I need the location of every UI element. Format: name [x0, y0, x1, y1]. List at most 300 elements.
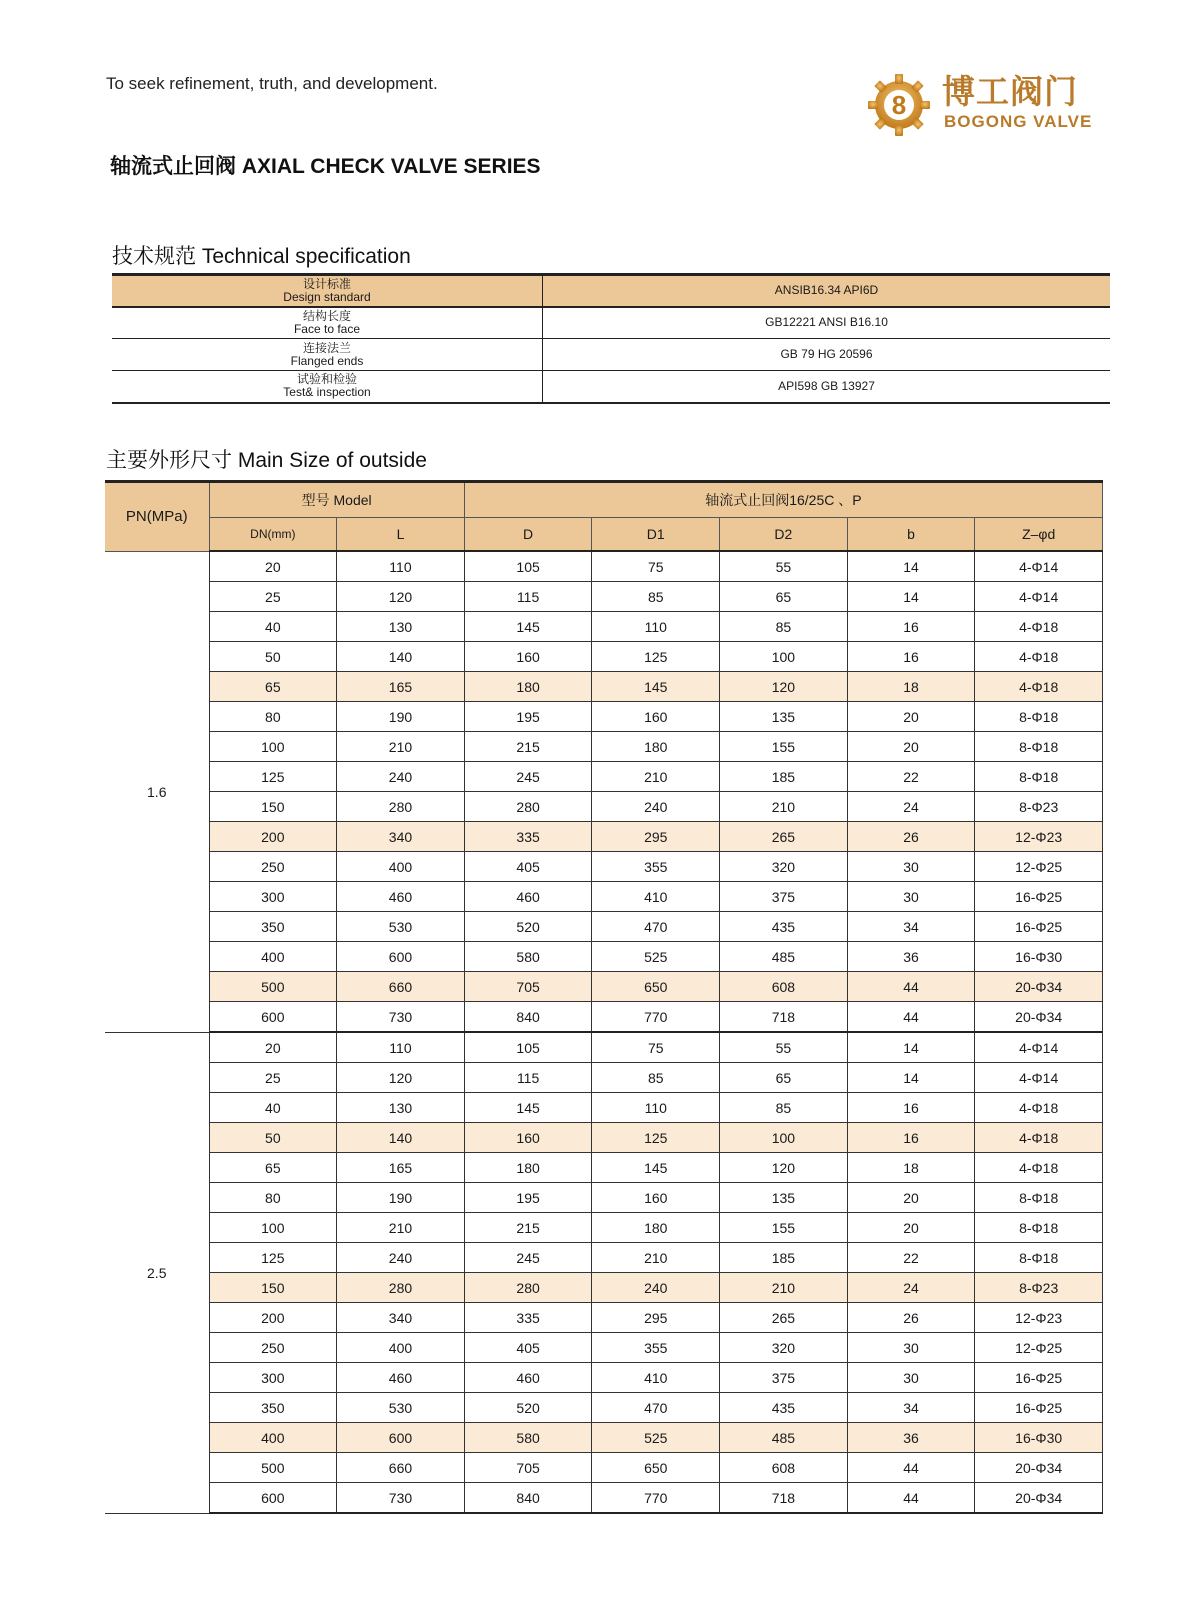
table-cell: 20 — [847, 1213, 975, 1243]
table-cell: 22 — [847, 1243, 975, 1273]
table-cell: 145 — [592, 1153, 720, 1183]
spec-label-en: Test& inspection — [283, 385, 371, 400]
brand-logo — [866, 72, 1106, 138]
table-cell: 26 — [847, 1303, 975, 1333]
spec-label-en: Design standard — [283, 289, 371, 304]
table-row — [105, 972, 1103, 1002]
column-header: b — [847, 518, 975, 552]
table-cell: 180 — [592, 1213, 720, 1243]
table-cell: 135 — [720, 702, 848, 732]
table-cell: 375 — [720, 1363, 848, 1393]
table-cell: 100 — [720, 1123, 848, 1153]
table-cell: 18 — [847, 1153, 975, 1183]
table-cell: 185 — [720, 762, 848, 792]
table-cell: 350 — [209, 912, 337, 942]
table-cell: 22 — [847, 762, 975, 792]
table-cell: 320 — [720, 1333, 848, 1363]
table-cell: 660 — [337, 972, 465, 1002]
table-cell: 660 — [337, 1453, 465, 1483]
table-row — [105, 1243, 1103, 1273]
table-cell: 180 — [464, 1153, 592, 1183]
table-cell: 110 — [337, 551, 465, 582]
table-row — [105, 792, 1103, 822]
model-header: 型号 Model — [209, 482, 464, 518]
table-cell: 85 — [720, 612, 848, 642]
table-cell: 470 — [592, 1393, 720, 1423]
table-cell: 140 — [337, 642, 465, 672]
table-cell: 580 — [464, 1423, 592, 1453]
table-cell: 20 — [847, 1183, 975, 1213]
table-cell: 770 — [592, 1002, 720, 1033]
table-cell: 120 — [337, 1063, 465, 1093]
table-cell: 460 — [464, 882, 592, 912]
table-cell: 16-Φ25 — [975, 882, 1103, 912]
spec-label-cn: 设计标准 — [302, 276, 351, 291]
table-row — [105, 912, 1103, 942]
table-cell: 125 — [592, 1123, 720, 1153]
table-cell: 180 — [464, 672, 592, 702]
table-cell: 145 — [464, 1093, 592, 1123]
table-cell: 4-Φ18 — [975, 612, 1103, 642]
table-cell: 460 — [464, 1363, 592, 1393]
table-row — [105, 852, 1103, 882]
spec-label — [112, 275, 543, 307]
table-cell: 30 — [847, 1333, 975, 1363]
table-row — [105, 1363, 1103, 1393]
table-cell: 20-Φ34 — [975, 1453, 1103, 1483]
table-cell: 600 — [209, 1483, 337, 1514]
spec-label — [112, 371, 543, 403]
table-cell: 410 — [592, 1363, 720, 1393]
table-cell: 80 — [209, 702, 337, 732]
table-row — [105, 1032, 1103, 1063]
table-cell: 400 — [209, 1423, 337, 1453]
table-cell: 350 — [209, 1393, 337, 1423]
table-cell: 770 — [592, 1483, 720, 1514]
table-cell: 718 — [720, 1483, 848, 1514]
table-cell: 55 — [720, 1032, 848, 1063]
table-cell: 8-Φ18 — [975, 702, 1103, 732]
table-cell: 190 — [337, 702, 465, 732]
table-cell: 210 — [592, 762, 720, 792]
table-cell: 4-Φ14 — [975, 1063, 1103, 1093]
column-header: D — [464, 518, 592, 552]
table-row — [105, 822, 1103, 852]
table-cell: 14 — [847, 1032, 975, 1063]
table-cell: 650 — [592, 972, 720, 1002]
table-cell: 718 — [720, 1002, 848, 1033]
table-cell: 120 — [720, 1153, 848, 1183]
table-row — [105, 582, 1103, 612]
table-row — [105, 672, 1103, 702]
table-cell: 840 — [464, 1002, 592, 1033]
table-cell: 16-Φ30 — [975, 1423, 1103, 1453]
table-row — [105, 1153, 1103, 1183]
table-cell: 200 — [209, 1303, 337, 1333]
table-row — [105, 1273, 1103, 1303]
table-cell: 20 — [209, 551, 337, 582]
series-header: 轴流式止回阀16/25C 、P — [464, 482, 1102, 518]
table-cell: 730 — [337, 1002, 465, 1033]
table-cell: 265 — [720, 822, 848, 852]
table-cell: 210 — [337, 1213, 465, 1243]
table-cell: 160 — [464, 642, 592, 672]
table-cell: 14 — [847, 551, 975, 582]
table-cell: 65 — [209, 672, 337, 702]
spec-row — [112, 339, 1110, 371]
table-cell: 16-Φ25 — [975, 1393, 1103, 1423]
table-cell: 160 — [464, 1123, 592, 1153]
table-cell: 16 — [847, 612, 975, 642]
table-cell: 210 — [592, 1243, 720, 1273]
table-row — [105, 942, 1103, 972]
table-cell: 300 — [209, 1363, 337, 1393]
table-cell: 4-Φ18 — [975, 672, 1103, 702]
table-row — [105, 642, 1103, 672]
table-cell: 125 — [209, 1243, 337, 1273]
table-cell: 705 — [464, 1453, 592, 1483]
logo-text-en: BOGONG VALVE — [944, 112, 1093, 131]
table-cell: 8-Φ23 — [975, 792, 1103, 822]
table-cell: 155 — [720, 732, 848, 762]
table-cell: 580 — [464, 942, 592, 972]
table-cell: 16-Φ30 — [975, 942, 1103, 972]
table-cell: 295 — [592, 1303, 720, 1333]
table-cell: 730 — [337, 1483, 465, 1514]
pn-group — [105, 551, 1103, 1032]
table-cell: 16-Φ25 — [975, 912, 1103, 942]
spec-label — [112, 339, 543, 371]
table-cell: 120 — [337, 582, 465, 612]
column-header: Z–φd — [975, 518, 1103, 552]
table-cell: 280 — [337, 792, 465, 822]
table-cell: 4-Φ18 — [975, 1123, 1103, 1153]
pn-value: 2.5 — [105, 1032, 209, 1513]
table-cell: 20 — [209, 1032, 337, 1063]
table-header-row — [105, 482, 1103, 518]
table-cell: 405 — [464, 1333, 592, 1363]
table-cell: 44 — [847, 1002, 975, 1033]
table-cell: 608 — [720, 972, 848, 1002]
table-cell: 100 — [720, 642, 848, 672]
table-cell: 185 — [720, 1243, 848, 1273]
logo-mark: 8 — [891, 90, 907, 120]
table-cell: 375 — [720, 882, 848, 912]
table-cell: 115 — [464, 1063, 592, 1093]
table-cell: 320 — [720, 852, 848, 882]
table-cell: 500 — [209, 1453, 337, 1483]
column-header: DN(mm) — [209, 518, 337, 552]
table-cell: 26 — [847, 822, 975, 852]
table-cell: 16 — [847, 1093, 975, 1123]
table-cell: 530 — [337, 912, 465, 942]
table-cell: 75 — [592, 1032, 720, 1063]
main-size-table — [105, 480, 1103, 1514]
table-cell: 20 — [847, 702, 975, 732]
table-cell: 85 — [592, 582, 720, 612]
table-row — [105, 1002, 1103, 1033]
spec-row — [112, 371, 1110, 403]
spec-value: GB 79 HG 20596 — [543, 339, 1111, 371]
table-cell: 16 — [847, 642, 975, 672]
table-cell: 160 — [592, 1183, 720, 1213]
table-row — [105, 1063, 1103, 1093]
table-cell: 12-Φ25 — [975, 1333, 1103, 1363]
table-cell: 8-Φ18 — [975, 762, 1103, 792]
table-cell: 40 — [209, 1093, 337, 1123]
table-cell: 8-Φ18 — [975, 1183, 1103, 1213]
logo-text-cn: 博工阀门 — [942, 73, 1078, 110]
table-cell: 8-Φ18 — [975, 1213, 1103, 1243]
table-cell: 240 — [337, 762, 465, 792]
table-cell: 470 — [592, 912, 720, 942]
spec-label-cn: 结构长度 — [302, 308, 351, 323]
table-cell: 215 — [464, 1213, 592, 1243]
table-cell: 16 — [847, 1123, 975, 1153]
table-cell: 400 — [337, 852, 465, 882]
table-cell: 4-Φ18 — [975, 1153, 1103, 1183]
table-cell: 150 — [209, 792, 337, 822]
column-header: D1 — [592, 518, 720, 552]
table-cell: 245 — [464, 1243, 592, 1273]
spec-row — [112, 307, 1110, 339]
table-cell: 525 — [592, 942, 720, 972]
table-cell: 210 — [720, 1273, 848, 1303]
table-row — [105, 1213, 1103, 1243]
table-cell: 85 — [592, 1063, 720, 1093]
table-cell: 12-Φ23 — [975, 1303, 1103, 1333]
table-cell: 44 — [847, 1453, 975, 1483]
main-size-title: 主要外形尺寸 Main Size of outside — [106, 449, 427, 472]
table-cell: 105 — [464, 551, 592, 582]
table-cell: 155 — [720, 1213, 848, 1243]
table-cell: 40 — [209, 612, 337, 642]
table-cell: 4-Φ14 — [975, 1032, 1103, 1063]
table-row — [105, 1333, 1103, 1363]
table-row — [105, 1093, 1103, 1123]
table-cell: 50 — [209, 642, 337, 672]
table-cell: 110 — [337, 1032, 465, 1063]
table-cell: 245 — [464, 762, 592, 792]
column-header: L — [337, 518, 465, 552]
table-cell: 30 — [847, 852, 975, 882]
table-cell: 4-Φ18 — [975, 642, 1103, 672]
table-cell: 460 — [337, 1363, 465, 1393]
pn-group — [105, 1032, 1103, 1513]
table-cell: 24 — [847, 1273, 975, 1303]
table-cell: 20-Φ34 — [975, 1483, 1103, 1514]
table-cell: 195 — [464, 702, 592, 732]
table-cell: 20-Φ34 — [975, 1002, 1103, 1033]
table-cell: 520 — [464, 912, 592, 942]
table-cell: 520 — [464, 1393, 592, 1423]
table-cell: 65 — [720, 1063, 848, 1093]
table-cell: 250 — [209, 1333, 337, 1363]
spec-label-en: Face to face — [293, 321, 361, 336]
table-cell: 34 — [847, 1393, 975, 1423]
table-cell: 14 — [847, 582, 975, 612]
table-row — [105, 1303, 1103, 1333]
table-cell: 100 — [209, 1213, 337, 1243]
table-cell: 300 — [209, 882, 337, 912]
table-cell: 240 — [592, 1273, 720, 1303]
table-cell: 100 — [209, 732, 337, 762]
spec-label-cn: 试验和检验 — [296, 372, 357, 387]
table-cell: 145 — [464, 612, 592, 642]
table-row — [105, 1123, 1103, 1153]
table-row — [105, 702, 1103, 732]
table-cell: 34 — [847, 912, 975, 942]
table-cell: 410 — [592, 882, 720, 912]
gear-logo-icon — [866, 72, 932, 138]
spec-label-en: Flanged ends — [290, 353, 364, 368]
table-cell: 530 — [337, 1393, 465, 1423]
table-cell: 44 — [847, 1483, 975, 1514]
table-cell: 140 — [337, 1123, 465, 1153]
table-header-row — [105, 518, 1103, 552]
table-cell: 608 — [720, 1453, 848, 1483]
table-cell: 120 — [720, 672, 848, 702]
table-cell: 355 — [592, 1333, 720, 1363]
table-cell: 355 — [592, 852, 720, 882]
pn-header: PN(MPa) — [105, 482, 209, 552]
spec-value: ANSIB16.34 API6D — [543, 275, 1111, 307]
table-cell: 12-Φ25 — [975, 852, 1103, 882]
page-title: 轴流式止回阀 AXIAL CHECK VALVE SERIES — [110, 155, 541, 178]
table-cell: 240 — [592, 792, 720, 822]
table-cell: 600 — [209, 1002, 337, 1033]
table-cell: 280 — [464, 792, 592, 822]
pn-value: 1.6 — [105, 551, 209, 1032]
table-cell: 125 — [592, 642, 720, 672]
table-row — [105, 1453, 1103, 1483]
table-cell: 335 — [464, 822, 592, 852]
table-cell: 335 — [464, 1303, 592, 1333]
table-cell: 200 — [209, 822, 337, 852]
table-cell: 525 — [592, 1423, 720, 1453]
spec-value: GB12221 ANSI B16.10 — [543, 307, 1111, 339]
table-cell: 400 — [209, 942, 337, 972]
table-cell: 145 — [592, 672, 720, 702]
table-cell: 340 — [337, 822, 465, 852]
table-cell: 4-Φ18 — [975, 1093, 1103, 1123]
table-cell: 12-Φ23 — [975, 822, 1103, 852]
table-cell: 80 — [209, 1183, 337, 1213]
table-cell: 250 — [209, 852, 337, 882]
table-cell: 110 — [592, 612, 720, 642]
table-cell: 280 — [464, 1273, 592, 1303]
table-cell: 44 — [847, 972, 975, 1002]
table-cell: 190 — [337, 1183, 465, 1213]
table-cell: 65 — [209, 1153, 337, 1183]
table-cell: 150 — [209, 1273, 337, 1303]
table-cell: 500 — [209, 972, 337, 1002]
table-cell: 16-Φ25 — [975, 1363, 1103, 1393]
table-cell: 600 — [337, 942, 465, 972]
table-cell: 50 — [209, 1123, 337, 1153]
table-cell: 65 — [720, 582, 848, 612]
table-cell: 30 — [847, 882, 975, 912]
table-cell: 25 — [209, 1063, 337, 1093]
table-cell: 400 — [337, 1333, 465, 1363]
table-cell: 180 — [592, 732, 720, 762]
table-cell: 8-Φ18 — [975, 1243, 1103, 1273]
spec-label — [112, 307, 543, 339]
table-cell: 25 — [209, 582, 337, 612]
table-cell: 215 — [464, 732, 592, 762]
table-cell: 20-Φ34 — [975, 972, 1103, 1002]
table-cell: 36 — [847, 942, 975, 972]
column-header: D2 — [720, 518, 848, 552]
table-cell: 4-Φ14 — [975, 551, 1103, 582]
table-cell: 75 — [592, 551, 720, 582]
tech-spec-table — [112, 273, 1110, 404]
table-cell: 165 — [337, 1153, 465, 1183]
table-row — [105, 882, 1103, 912]
table-row — [105, 732, 1103, 762]
table-row — [105, 1483, 1103, 1514]
table-cell: 115 — [464, 582, 592, 612]
table-cell: 4-Φ14 — [975, 582, 1103, 612]
tagline: To seek refinement, truth, and development. — [106, 74, 438, 93]
table-cell: 435 — [720, 1393, 848, 1423]
table-cell: 130 — [337, 1093, 465, 1123]
table-cell: 8-Φ18 — [975, 732, 1103, 762]
table-cell: 18 — [847, 672, 975, 702]
table-cell: 195 — [464, 1183, 592, 1213]
table-cell: 110 — [592, 1093, 720, 1123]
table-cell: 24 — [847, 792, 975, 822]
table-cell: 280 — [337, 1273, 465, 1303]
table-cell: 240 — [337, 1243, 465, 1273]
table-row — [105, 1423, 1103, 1453]
table-row — [105, 1183, 1103, 1213]
table-cell: 600 — [337, 1423, 465, 1453]
table-cell: 55 — [720, 551, 848, 582]
table-cell: 210 — [337, 732, 465, 762]
table-cell: 36 — [847, 1423, 975, 1453]
table-cell: 705 — [464, 972, 592, 1002]
table-cell: 165 — [337, 672, 465, 702]
spec-value: API598 GB 13927 — [543, 371, 1111, 403]
table-cell: 265 — [720, 1303, 848, 1333]
table-cell: 460 — [337, 882, 465, 912]
table-cell: 210 — [720, 792, 848, 822]
table-cell: 130 — [337, 612, 465, 642]
table-cell: 405 — [464, 852, 592, 882]
table-cell: 340 — [337, 1303, 465, 1333]
table-cell: 125 — [209, 762, 337, 792]
table-cell: 295 — [592, 822, 720, 852]
table-row — [105, 612, 1103, 642]
table-cell: 85 — [720, 1093, 848, 1123]
table-cell: 485 — [720, 1423, 848, 1453]
spec-label-cn: 连接法兰 — [302, 340, 351, 355]
table-cell: 105 — [464, 1032, 592, 1063]
table-cell: 435 — [720, 912, 848, 942]
table-cell: 8-Φ23 — [975, 1273, 1103, 1303]
table-cell: 840 — [464, 1483, 592, 1514]
table-cell: 30 — [847, 1363, 975, 1393]
table-cell: 485 — [720, 942, 848, 972]
tech-spec-title: 技术规范 Technical specification — [112, 245, 411, 268]
table-cell: 20 — [847, 732, 975, 762]
spec-row — [112, 275, 1110, 307]
table-cell: 160 — [592, 702, 720, 732]
table-cell: 135 — [720, 1183, 848, 1213]
table-cell: 14 — [847, 1063, 975, 1093]
table-row — [105, 1393, 1103, 1423]
